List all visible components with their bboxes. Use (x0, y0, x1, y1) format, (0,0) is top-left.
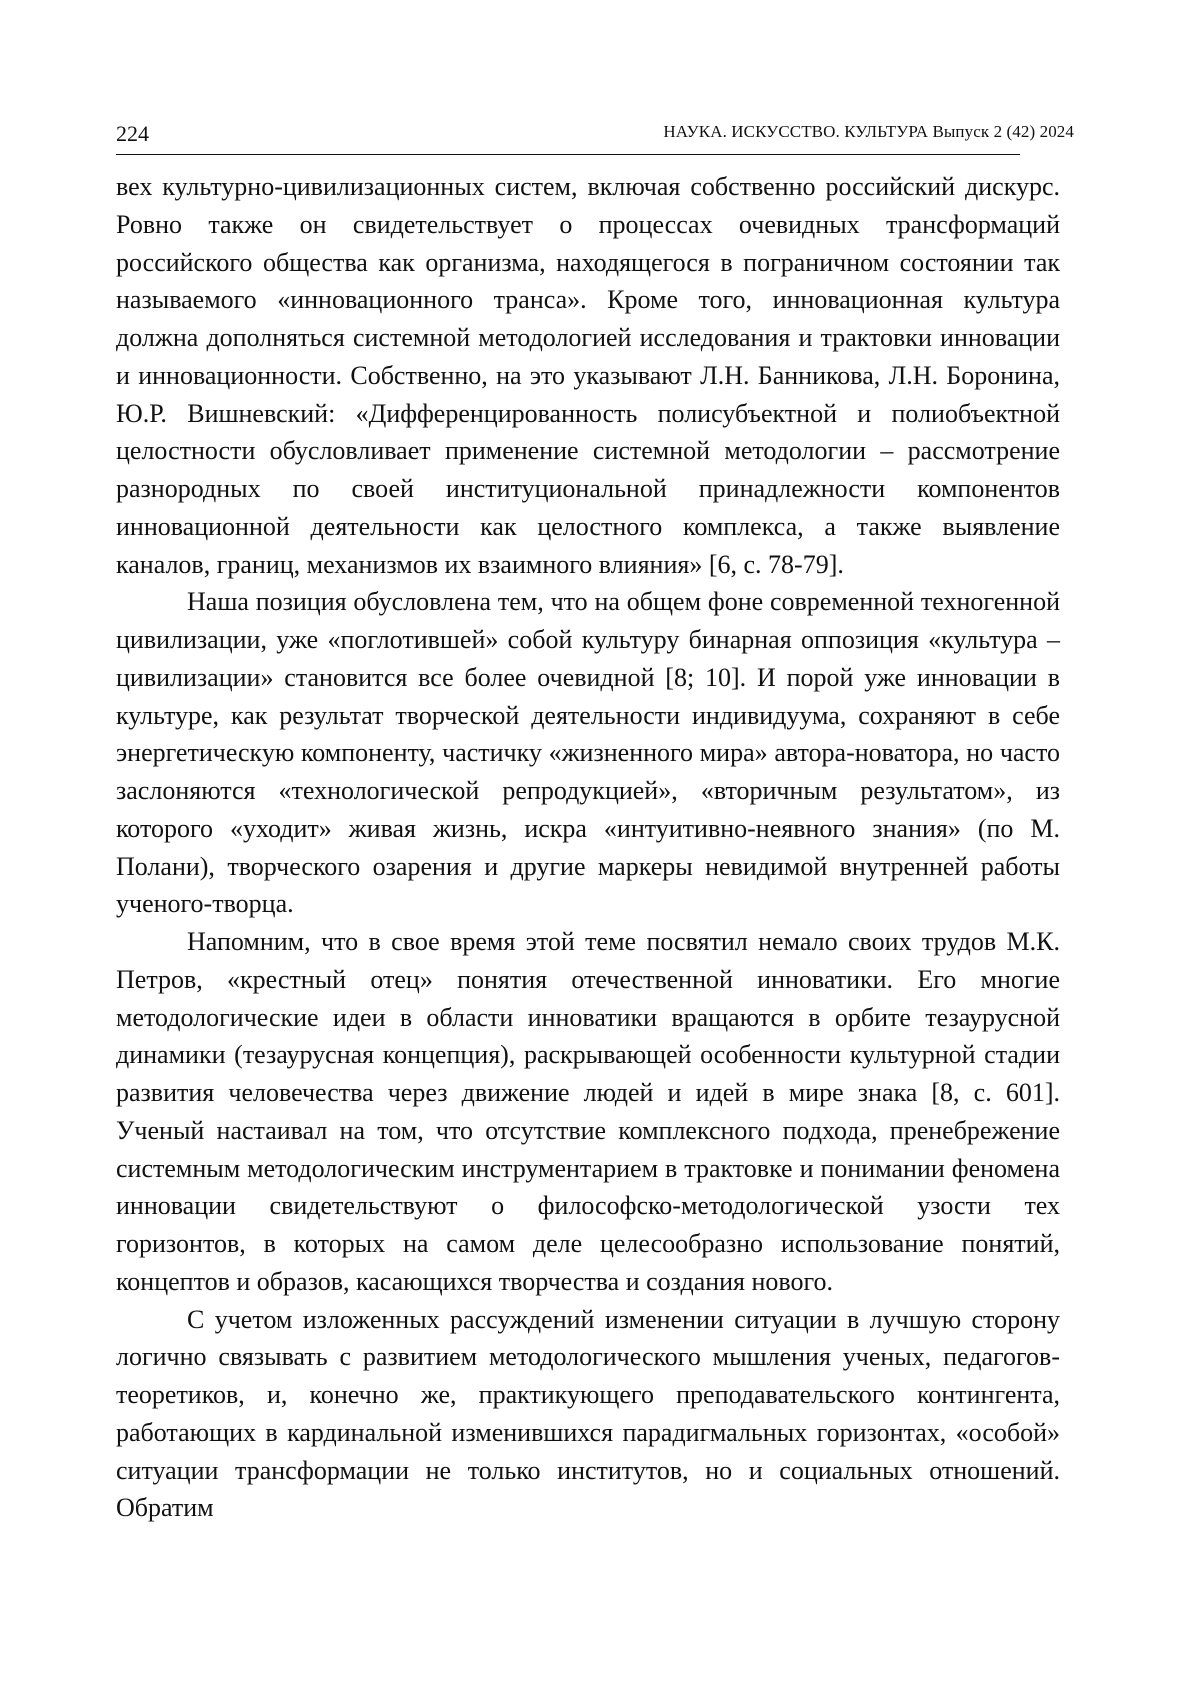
header-rule (116, 154, 1020, 155)
paragraph-conclusion: С учетом изложенных рассуждений изменении ситуации в лучшую сторону логично связывать с развитием методологического мышления ученых, педагогов-теоретиков, и, конечно же, практикующего преподавательского контингента, работающих в кардинальной изменившихся парадигмальных горизонтах, «особой» ситуации трансформации не только институтов, но и социальных отношений. Обратим (116, 1301, 1060, 1528)
page-number: 224 (116, 121, 149, 147)
paragraph-position: Наша позиция обусловлена тем, что на общем фоне современной техногенной цивилизации, уже «поглотившей» собой культуру бинарная оппозиция «культура – цивилизации» становится все более очевидной [8; 10]. И порой уже инновации в культуре, как результат творческой деятельности индивидуума, сохраняют в себе энергетическую компоненту, частичку «жизненного мира» автора-новатора, но часто заслоняются «технологической репродукцией», «вторичным результатом», из которого «уходит» живая жизнь, искра «интуитивно-неявного знания» (по М. Полани), творческого озарения и другие маркеры невидимой внутренней работы ученого-творца. (116, 583, 1060, 923)
paragraph-petrov: Напомним, что в свое время этой теме посвятил немало своих трудов М.К. Петров, «крестный отец» понятия отечественной инноватики. Его многие методологические идеи в области инноватики вращаются в орбите тезаурусной динамики (тезаурусная концепция), раскрывающей особенности культурной стадии развития человечества через движение людей и идей в мире знака [8, с. 601]. Ученый настаивал на том, что отсутствие комплексного подхода, пренебрежение системным методологическим инструментарием в трактовке и понимании феномена инновации свидетельствуют о философско-методологической узости тех горизонтов, в которых на самом деле целесообразно использование понятий, концептов и образов, касающихся творчества и создания нового. (116, 923, 1060, 1301)
running-head: НАУКА. ИСКУССТВО. КУЛЬТУРА Выпуск 2 (42) 2024 (663, 120, 1074, 144)
paragraph-continuation: вех культурно-цивилизационных систем, включая собственно российский дискурс. Ровно также он свидетельствует о процессах очевидных трансформаций российского общества как организма, находящегося в пограничном состоянии так называемого «инновационного транса». Кроме того, инновационная культура должна дополняться системной методологией исследования и трактовки инновации и инновационности. Собственно, на это указывают Л.Н. Банникова, Л.Н. Боронина, Ю.Р. Вишневский: «Дифференцированность полисубъектной и полиобъектной целостности обусловливает применение системной методологии – рассмотрение разнородных по своей институциональной принадлежности компонентов инновационной деятельности как целостного комплекса, а также выявление каналов, границ, механизмов их взаимного влияния» [6, с. 78-79]. (116, 168, 1060, 583)
article-body (116, 168, 1060, 1527)
